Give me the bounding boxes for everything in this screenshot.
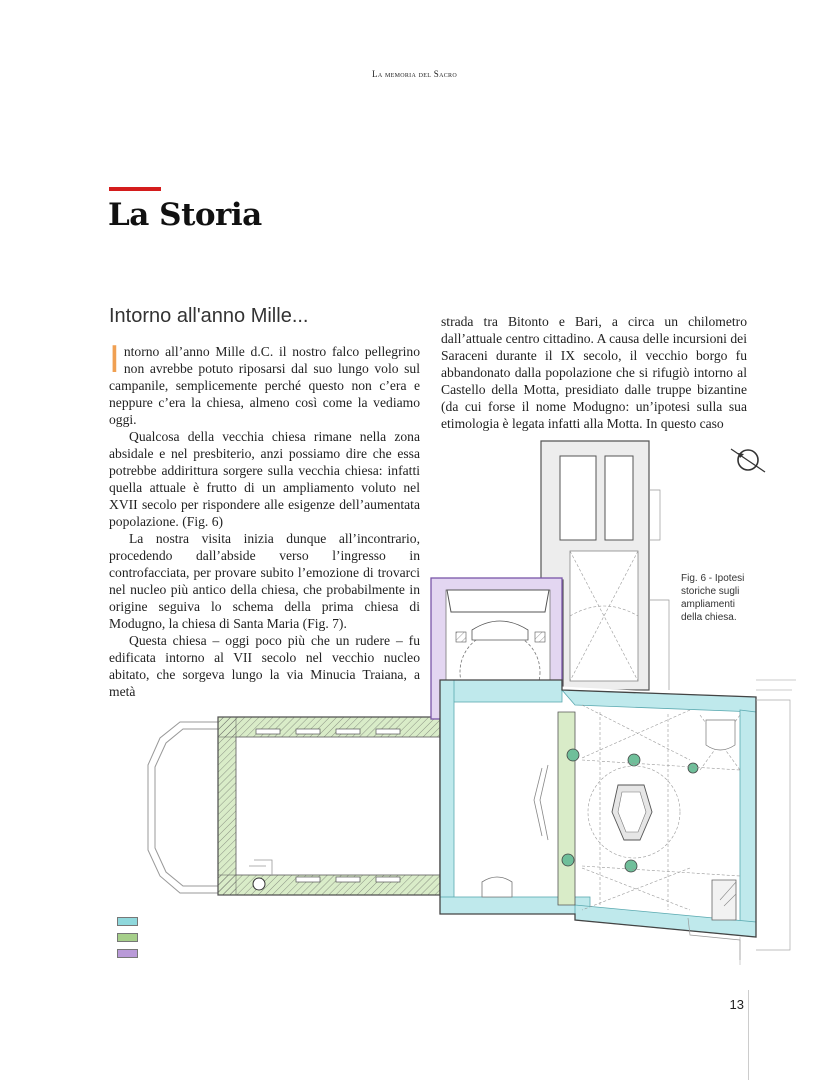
figure-caption: Fig. 6 - Ipotesi storiche sugli ampliamenti della chiesa. <box>681 573 745 623</box>
paragraph-5: strada tra Bitonto e Bari, a circa un chilometro dall’attuale centro cittadino. A causa delle incursioni dei Saraceni durante il IX secolo, il vecchio borgo fu abbandonato dalla popolazione che si rifugiò intorno al Castello della Motta, presidiato dalle truppe bizantine (da cui forse il nome Modugno: un’ipotesi sulla sua etimologia è legata infatti alla Motta. In questo caso <box>441 314 747 431</box>
paragraph-3: La nostra visita inizia dunque all’incontrario, procedendo dall’abside verso l’ingresso in controfacciata, per provare subito l’emozione di trovarci nel nucleo più antico della chiesa, che probabilmente in origine seguiva lo schema della prima chiesa di Modugno, la chiesa di Santa Maria (Fig. 7). <box>109 531 420 631</box>
paragraph-2: Qualcosa della vecchia chiesa rimane nella zona absidale e nel presbiterio, anzi possiamo dire che essa potrebbe addirittura sorgere sulla vecchia chiesa: infatti quella attuale è frutto di un ampliamento voluto nel XVII secolo per rispondere alle esigenze dell’aumentata popolazione. (Fig. 6) <box>109 429 420 529</box>
apse-outline <box>148 722 218 893</box>
section-title: Intorno all'anno Mille... <box>109 305 309 327</box>
page-number: 13 <box>729 997 744 1012</box>
dropcap: I <box>109 338 120 381</box>
chapter-title: La Storia <box>108 197 262 233</box>
legend-swatch-green <box>117 933 138 942</box>
cyan-extension <box>440 680 796 965</box>
legend-swatch-cyan <box>117 917 138 926</box>
paragraph-4: Questa chiesa – oggi poco più che un rudere – fu edificata intorno al VII secolo nel vecchio nucleo abitato, che sorgeva lungo la via Minucia Traiana, a metà <box>109 633 420 699</box>
paragraph-1-text: ntorno all’anno Mille d.C. il nostro falco pellegrino non avrebbe potuto riposarsi dal suo lungo volo sul campanile, semplicemente perché questo non c’era e neppure c’era la chiesa, almeno così come la vediamo oggi. <box>109 344 420 427</box>
page-edge-rule <box>748 990 749 1080</box>
legend-item-cyan <box>117 915 156 927</box>
figure-legend <box>117 915 156 963</box>
legend-swatch-purple <box>117 949 138 958</box>
legend-item-purple <box>117 947 156 959</box>
running-head: La memoria del Sacro <box>372 69 457 79</box>
legend-item-green <box>117 931 156 943</box>
compass-icon <box>731 449 765 472</box>
